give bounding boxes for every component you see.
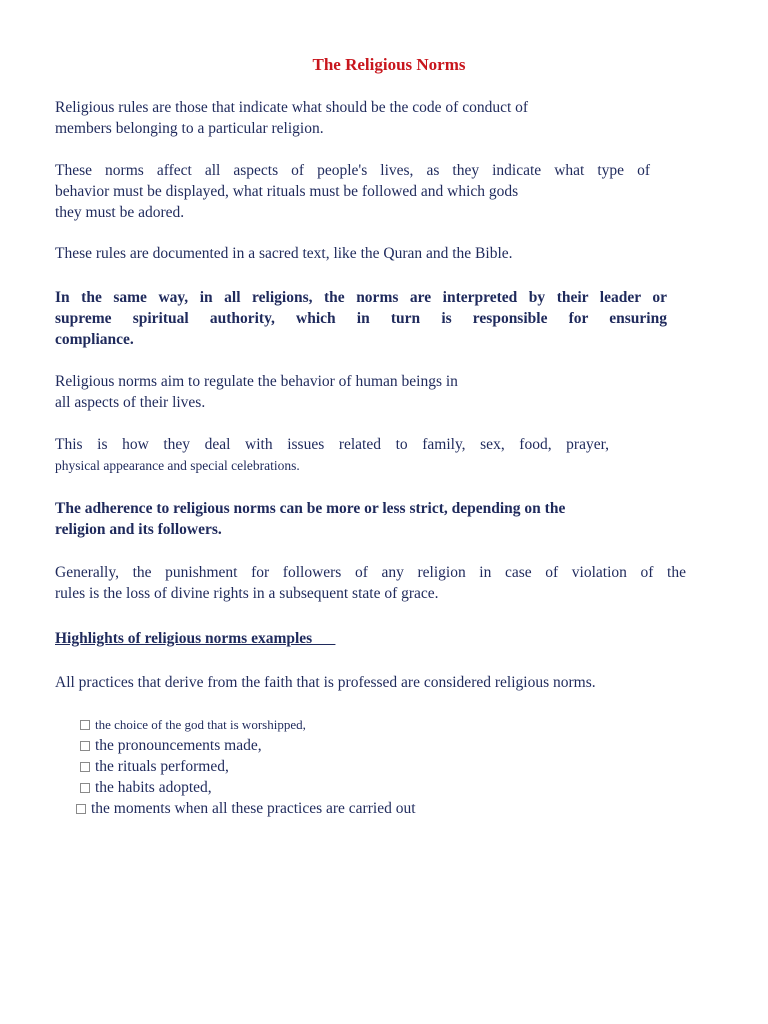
box-bullet-icon — [80, 762, 90, 772]
list-item — [80, 714, 416, 735]
list-item-text: the moments when all these practices are carried out — [91, 800, 416, 817]
document-title: The Religious Norms — [312, 55, 466, 74]
box-bullet-icon — [76, 804, 86, 814]
text-line: These rules are documented in a sacred text, like the Quran and the Bible. — [55, 245, 513, 262]
section-heading: Highlights of religious norms examples — [55, 630, 336, 647]
text-line: Religious rules are those that indicate what should be the code of conduct of — [55, 99, 529, 116]
text-line: they must be adored. — [55, 204, 185, 221]
list-item-text: the habits adopted, — [95, 779, 212, 796]
text-line: compliance. — [55, 331, 134, 348]
list-item-text: the pronouncements made, — [95, 737, 262, 754]
paragraph-practices — [55, 672, 596, 693]
paragraph-issues — [55, 434, 609, 476]
examples-list — [80, 714, 416, 819]
list-item-text: the rituals performed, — [95, 758, 229, 775]
list-item-text: the choice of the god that is worshipped, — [95, 717, 306, 732]
text-line: physical appearance and special celebrations. — [55, 458, 300, 473]
paragraph-aspects — [55, 160, 650, 223]
paragraph-regulate — [55, 371, 458, 413]
paragraph-interpretation — [55, 287, 667, 350]
list-item — [80, 756, 416, 777]
paragraph-punishment — [55, 562, 686, 604]
paragraph-sacred-text — [55, 243, 513, 264]
text-line: All practices that derive from the faith that is professed are considered religious norms. — [55, 674, 596, 691]
list-item — [80, 735, 416, 756]
box-bullet-icon — [80, 783, 90, 793]
text-line: all aspects of their lives. — [55, 394, 206, 411]
paragraph-adherence — [55, 498, 565, 540]
text-line: rules is the loss of divine rights in a subsequent state of grace. — [55, 585, 439, 602]
box-bullet-icon — [80, 720, 90, 730]
text-line: Religious norms aim to regulate the behavior of human beings in — [55, 373, 458, 390]
text-line: members belonging to a particular religion. — [55, 120, 324, 137]
list-item — [76, 798, 416, 819]
box-bullet-icon — [80, 741, 90, 751]
text-line: In the same way, in all religions, the norms are interpreted by their leader or — [55, 289, 667, 306]
text-line: supreme spiritual authority, which in turn is responsible for ensuring — [55, 310, 667, 327]
text-line: Generally, the punishment for followers of any religion in case of violation of the — [55, 564, 686, 581]
text-line: This is how they deal with issues related to family, sex, food, prayer, — [55, 436, 609, 453]
text-line: religion and its followers. — [55, 521, 222, 538]
text-line: These norms affect all aspects of people's lives, as they indicate what type of — [55, 162, 650, 179]
list-item — [80, 777, 416, 798]
text-line: behavior must be displayed, what rituals must be followed and which gods — [55, 183, 519, 200]
text-line: The adherence to religious norms can be more or less strict, depending on the — [55, 500, 566, 517]
paragraph-intro — [55, 97, 528, 139]
